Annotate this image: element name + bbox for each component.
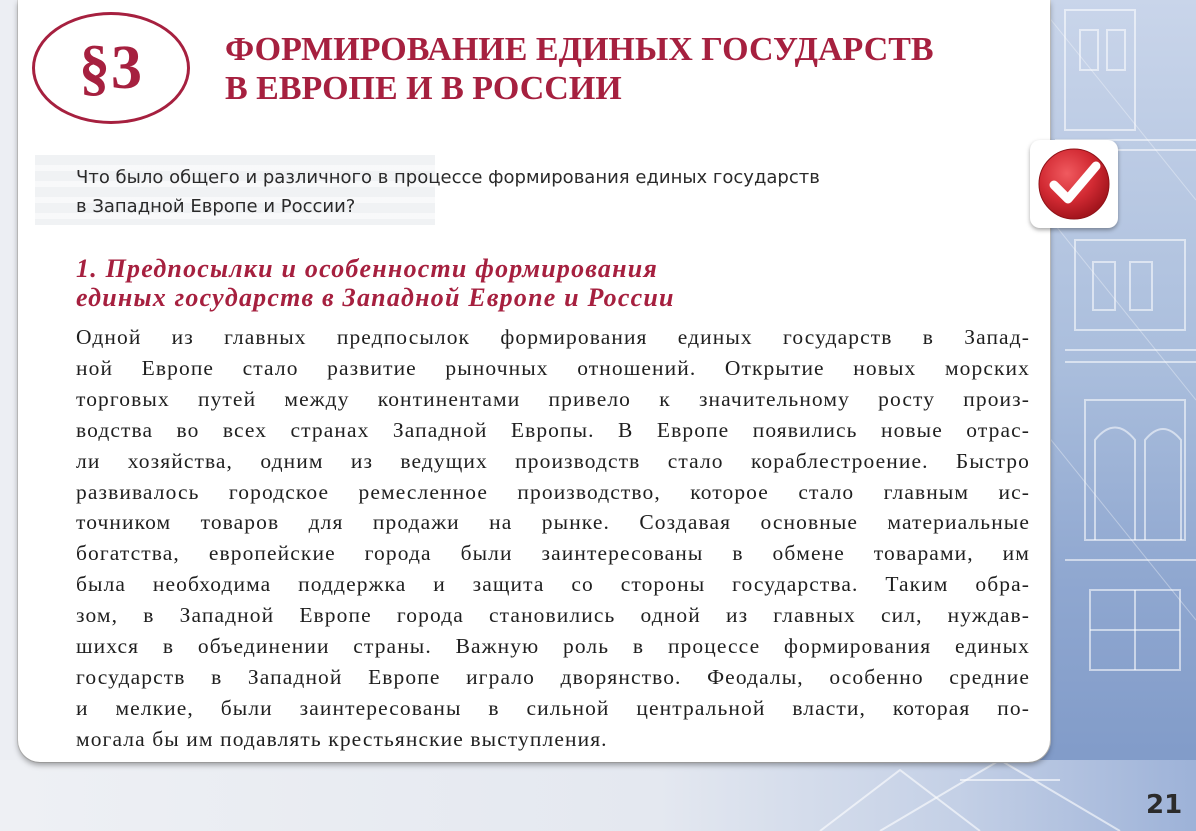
subsection-title-line2: единых государств в Западной Европе и России: [76, 283, 675, 312]
question-line2: в Западной Европе и России?: [76, 196, 356, 217]
chapter-title-line1: ФОРМИРОВАНИЕ ЕДИНЫХ ГОСУДАРСТВ: [225, 31, 934, 68]
question-line1: Что было общего и различного в процессе формирования единых государств: [76, 167, 820, 188]
page-number: 21: [1146, 790, 1183, 820]
building-illustration: [1035, 0, 1196, 831]
bottom-illustration: [0, 760, 1196, 831]
chapter-title: [225, 30, 985, 108]
paragraph-line: была необходима поддержка и защита со стороны государства. Таким обра-: [76, 572, 1030, 597]
paragraph-line: ной Европе стало развитие рыночных отношений. Открытие новых морских: [76, 355, 1030, 380]
paragraph-line: и мелкие, были заинтересованы в сильной центральной власти, которая по-: [76, 695, 1030, 720]
section-number: §3: [79, 33, 143, 102]
lead-question: [76, 163, 1026, 221]
paragraph-line: шихся в объединении страны. Важную роль в процессе формирования единых: [76, 634, 1030, 659]
check-badge: [1030, 140, 1118, 228]
paragraph-line: зом, в Западной Европе города становились одной из главных сил, нуждав-: [76, 603, 1030, 628]
paragraph-line: развивалось городское ремесленное производство, которое стало главным ис-: [76, 479, 1030, 504]
subsection-title-line1: 1. Предпосылки и особенности формирования: [76, 254, 659, 283]
section-badge: [32, 12, 190, 124]
paragraph-line: государств в Западной Европе играло дворянство. Феодалы, особенно средние: [76, 664, 1030, 689]
body-paragraph: [76, 322, 1030, 755]
paragraph-line: водства во всех странах Западной Европы. В Европе появились новые отрас-: [76, 417, 1030, 442]
chapter-title-line2: В ЕВРОПЕ И В РОССИИ: [225, 70, 622, 107]
decorative-background-right: [1035, 0, 1196, 831]
checkmark-icon: [1036, 146, 1112, 222]
paragraph-line: торговых путей между континентами привело к значительному росту произ-: [76, 386, 1030, 411]
paragraph-line: ли хозяйства, одним из ведущих производств стало кораблестроение. Быстро: [76, 448, 1030, 473]
decorative-background-bottom: [0, 760, 1196, 831]
paragraph-line: богатства, европейские города были заинтересованы в обмене товарами, им: [76, 541, 1030, 566]
paragraph-line: точником товаров для продажи на рынке. Создавая основные материальные: [76, 510, 1030, 535]
paragraph-line: Одной из главных предпосылок формирования единых государств в Запад-: [76, 325, 1030, 349]
paragraph-line: могала бы им подавлять крестьянские выступления.: [76, 726, 608, 751]
subsection-title: [76, 254, 976, 312]
